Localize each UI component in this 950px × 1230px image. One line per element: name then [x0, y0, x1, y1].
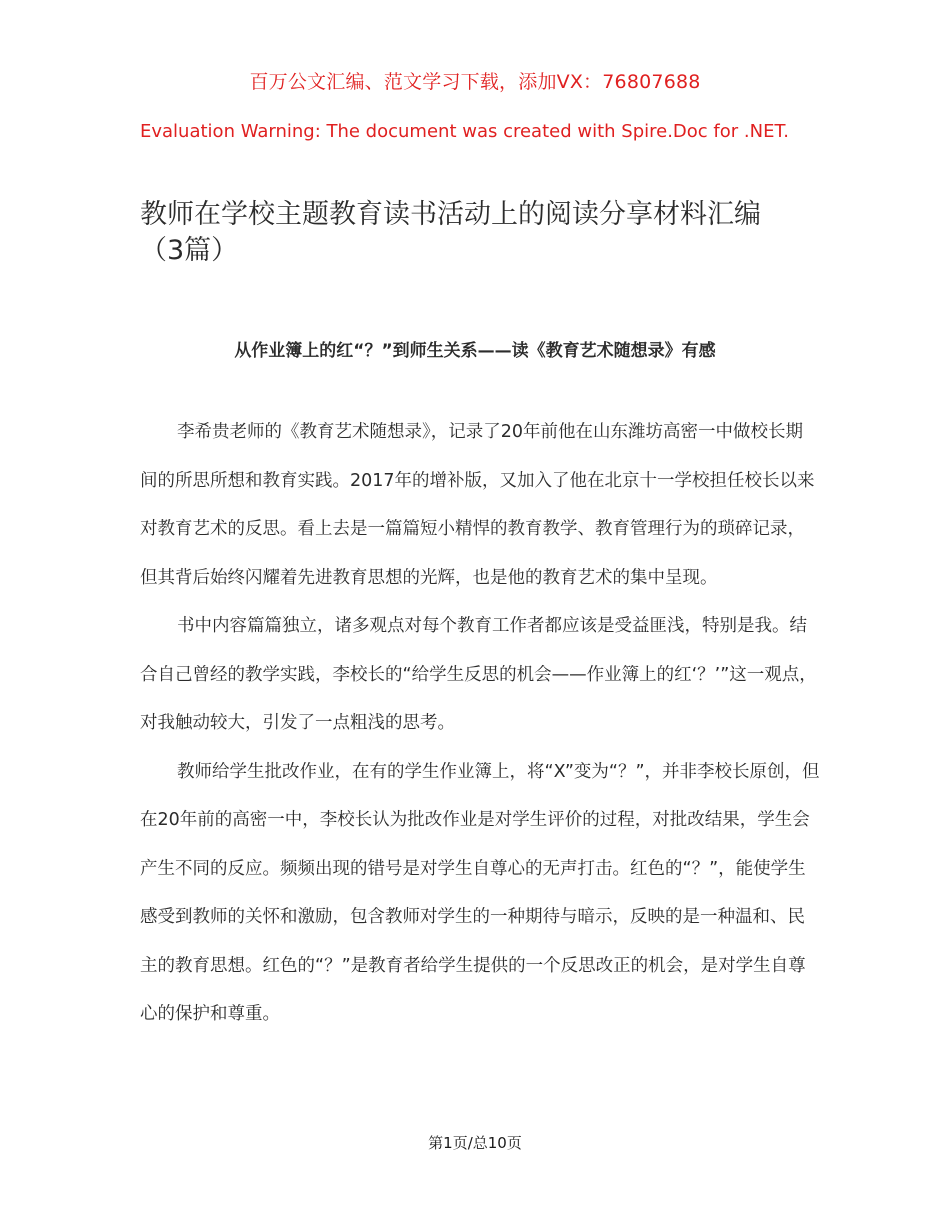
evaluation-warning: Evaluation Warning: The document was created with Spire.Doc for .NET.: [140, 121, 790, 142]
body-paragraph-3: 教师给学生批改作业，在有的学生作业簿上，将“X”变为“？”，并非李校长原创，但在20年前的高密一中，李校长认为批改作业是对学生评价的过程，对批改结果，学生会产生不同的反应。频频出现的错号是对学生自尊心的无声打击。红色的“？”，能使学生感受到教师的关怀和激励，包含教师对学生的一种期待与暗示，反映的是一种温和、民主的教育思想。红色的“？”是教育者给学生提供的一个反思改正的机会，是对学生自尊心的保护和尊重。: [140, 761, 820, 1024]
document-title: [140, 197, 810, 269]
document-title-line2: （3篇）: [140, 235, 239, 266]
header-ad-text: 百万公文汇编、范文学习下载，添加VX：76807688: [249, 71, 701, 93]
body-paragraph-1: 李希贵老师的《教育艺术随想录》，记录了20年前他在山东潍坊高密一中做校长期间的所思所想和教育实践。2017年的增补版，又加入了他在北京十一学校担任校长以来对教育艺术的反思。看上去是一篇篇短小精悍的教育教学、教育管理行为的琐碎记录，但其背后始终闪耀着先进教育思想的光辉，也是他的教育艺术的集中呈现。: [140, 422, 815, 588]
body-paragraph-2: 书中内容篇篇独立，诸多观点对每个教育工作者都应该是受益匪浅，特别是我。结合自己曾经的教学实践，李校长的“给学生反思的机会——作业簿上的红‘？’”这一观点，对我触动较大，引发了一点粗浅的思考。: [140, 616, 817, 733]
section-title: 从作业簿上的红“？”到师生关系——读《教育艺术随想录》有感: [234, 341, 716, 361]
document-body: [140, 408, 820, 1039]
document-title-line1: 教师在学校主题教育读书活动上的阅读分享材料汇编: [140, 199, 761, 230]
page-number-footer: 第1页/总10页: [428, 1134, 522, 1152]
